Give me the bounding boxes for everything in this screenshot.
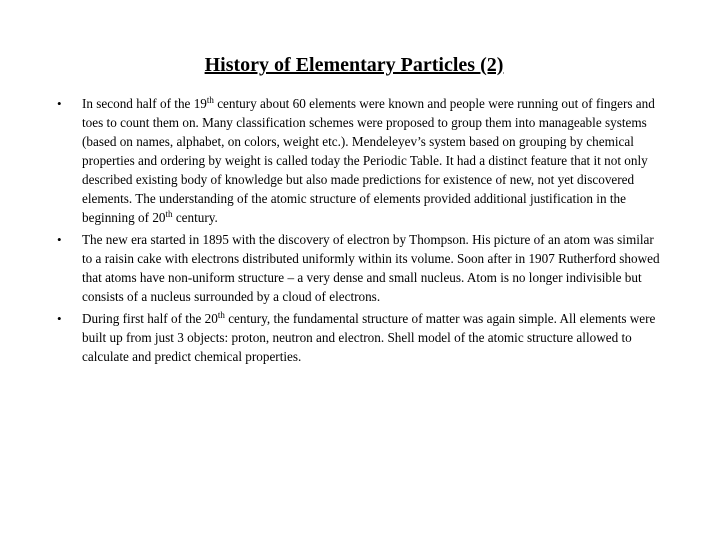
superscript: th: [217, 310, 225, 320]
bullet-text: [82, 232, 660, 304]
bullet-text-part: century, the fundamental structure of matter was again simple. All elements were built up from just 3 objects: proton, neutron and electron. Shell model of the atomic structure allowed to calculate and predict chemical properties.: [82, 311, 656, 364]
superscript: th: [165, 209, 173, 219]
bullet-icon: •: [57, 311, 62, 326]
bullet-item-2: [0, 230, 662, 306]
bullet-item-3: [0, 309, 662, 366]
bullet-text-part: century.: [172, 210, 218, 225]
bullet-text: [82, 311, 655, 364]
superscript: th: [206, 95, 214, 105]
bullet-icon: •: [57, 232, 62, 247]
slide-title: History of Elementary Particles (2): [204, 54, 504, 76]
bullet-item-1: [0, 94, 662, 227]
bullet-text-part: During first half of the 20: [82, 311, 218, 326]
bullet-text-part: In second half of the 19: [82, 96, 207, 111]
bullet-icon: •: [57, 96, 62, 111]
bullet-text: [82, 96, 655, 225]
bullet-text-part: century about 60 elements were known and people were running out of fingers and toes to count them on. Many classification schemes were proposed to group them into manageable systems (based on names, alphabet, on colors, weight etc.). Mendeleyev’s system based on grouping by chemical properties and ordering by weight is called today the Periodic Table. It had a distinct feature that it not only described existing body of knowledge but also made predictions for existence of new, not yet discovered elements. The understanding of the atomic structure of elements provided additional justification in the beginning of 20: [82, 96, 655, 225]
bullet-text-part: The new era started in 1895 with the discovery of electron by Thompson. His picture of an atom was similar to a raisin cake with electrons distributed uniformly within its volume. Soon after in 1907 Rutherford showed that atoms have non-uniform structure – a very dense and small nucleus. Atom is no longer indivisible but consists of a nucleus surrounded by a cloud of electrons.: [82, 232, 660, 304]
bullet-list: [0, 94, 720, 369]
